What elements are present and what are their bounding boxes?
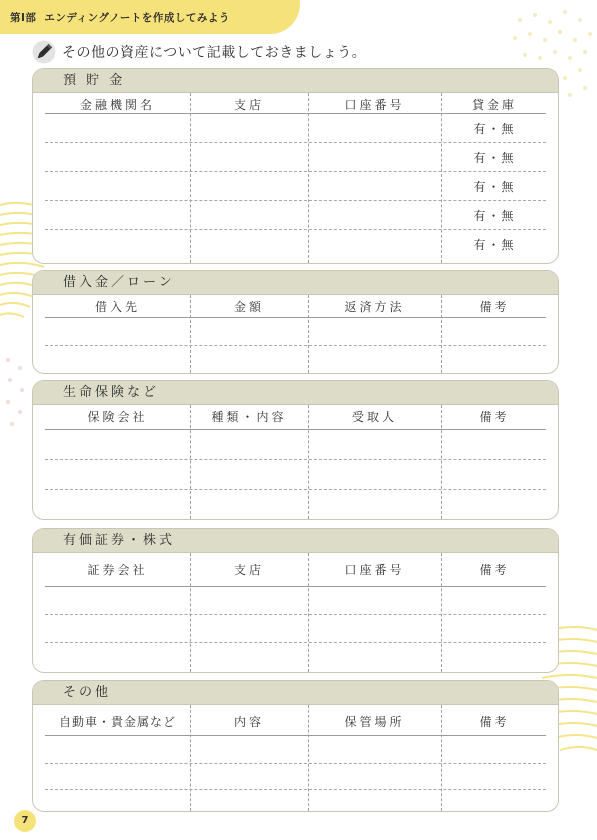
column-header: 受取人 [351, 410, 397, 424]
header-band [0, 0, 300, 34]
intro-text: その他の資産について記載しておきましょう。 [62, 45, 367, 61]
column-divider [308, 405, 309, 519]
column-header: 返済方法 [344, 300, 405, 314]
loans-table [45, 295, 546, 373]
safe-deposit-choice[interactable]: 有・無 [473, 180, 516, 194]
section-life-insurance [32, 380, 559, 520]
savings-table [45, 93, 546, 263]
section-title: その他 [33, 681, 558, 705]
safe-deposit-choice[interactable]: 有・無 [473, 122, 516, 136]
row-rule [45, 459, 546, 460]
other-table [45, 705, 546, 811]
row-rule [45, 171, 546, 172]
column-divider [308, 553, 309, 672]
column-divider [441, 295, 442, 373]
pencil-icon [32, 40, 56, 64]
row-rule [45, 789, 546, 790]
column-divider [308, 295, 309, 373]
section-loans [32, 270, 559, 374]
section-title: 有価証券・株式 [33, 529, 558, 553]
column-divider [308, 93, 309, 263]
header-rule [45, 317, 546, 318]
column-divider [190, 553, 191, 672]
page-number: 7 [14, 810, 36, 832]
section-securities [32, 528, 559, 673]
row-rule [45, 200, 546, 201]
column-header: 口座番号 [344, 563, 405, 577]
section-savings [32, 68, 559, 264]
safe-deposit-choice[interactable]: 有・無 [473, 209, 516, 223]
section-title: 借入金／ローン [33, 271, 558, 295]
part-label: 第Ⅰ部 [10, 12, 37, 24]
column-divider [190, 295, 191, 373]
column-divider [190, 93, 191, 263]
column-header: 口座番号 [344, 98, 405, 112]
column-divider [441, 553, 442, 672]
column-header: 金融機関名 [79, 98, 155, 112]
column-header: 支店 [233, 563, 264, 577]
row-rule [45, 345, 546, 346]
column-header: 備考 [479, 300, 510, 314]
chapter-heading: エンディングノートを作成してみよう [44, 12, 230, 24]
column-header: 保管場所 [344, 715, 405, 729]
column-header: 内容 [233, 715, 264, 729]
column-divider [190, 705, 191, 811]
row-rule [45, 489, 546, 490]
section-other [32, 680, 559, 812]
row-rule [45, 642, 546, 643]
column-divider [441, 405, 442, 519]
row-rule [45, 229, 546, 230]
column-header: 備考 [479, 410, 510, 424]
safe-deposit-choice[interactable]: 有・無 [473, 151, 516, 165]
header-rule [45, 735, 546, 736]
column-header: 金額 [233, 300, 264, 314]
column-divider [441, 705, 442, 811]
row-rule [45, 142, 546, 143]
row-rule [45, 763, 546, 764]
column-header: 貸金庫 [471, 98, 517, 112]
column-header: 自動車・貴金属など [58, 715, 176, 729]
safe-deposit-choice[interactable]: 有・無 [473, 238, 516, 252]
column-header: 借入先 [94, 300, 140, 314]
header-rule [45, 113, 546, 114]
column-header: 種類・内容 [211, 410, 287, 424]
column-header: 支店 [233, 98, 264, 112]
section-title: 預 貯 金 [33, 69, 558, 93]
column-header: 証券会社 [87, 563, 148, 577]
column-header: 備考 [479, 715, 510, 729]
securities-table [45, 553, 546, 672]
intro-line [32, 40, 366, 64]
column-header: 保険会社 [87, 410, 148, 424]
row-rule [45, 614, 546, 615]
header-rule [45, 429, 546, 430]
header-rule [45, 586, 546, 587]
section-title: 生命保険など [33, 381, 558, 405]
column-divider [308, 705, 309, 811]
insurance-table [45, 405, 546, 519]
column-header: 備考 [479, 563, 510, 577]
column-divider [190, 405, 191, 519]
chapter-title [10, 10, 238, 25]
